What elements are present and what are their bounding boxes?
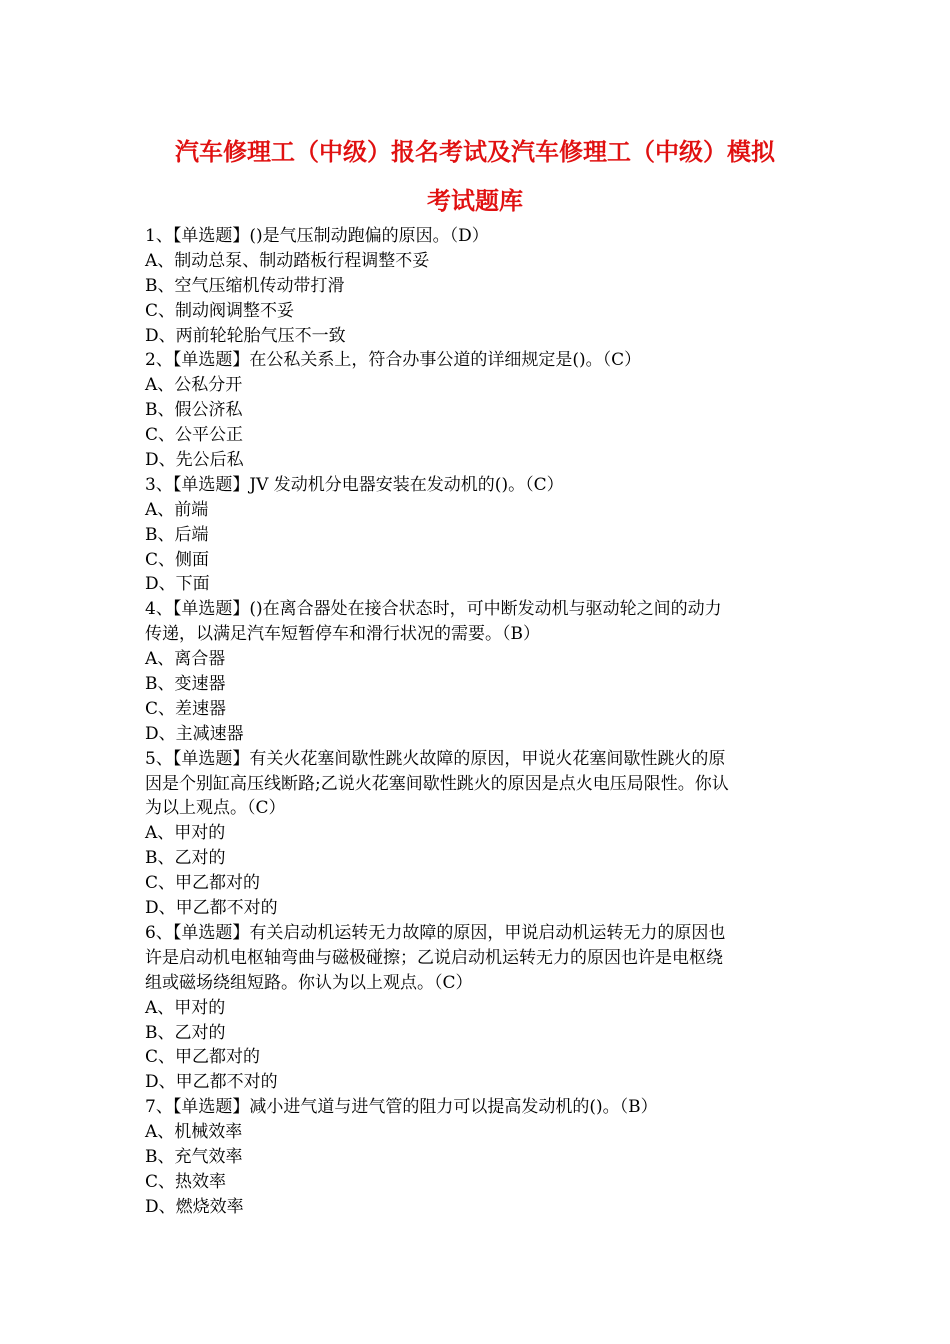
text-line: D、甲乙都不对的	[145, 898, 278, 919]
text-line: A、制动总泵、制动踏板行程调整不妥	[145, 250, 430, 271]
text-line: D、甲乙都不对的	[145, 1072, 278, 1093]
text-line: A、甲对的	[145, 997, 226, 1018]
text-line: B、充气效率	[145, 1146, 243, 1167]
text-line: B、后端	[145, 524, 209, 545]
text-line: B、乙对的	[145, 848, 226, 869]
text-line: C、制动阀调整不妥	[145, 300, 295, 321]
text-line: C、公平公正	[145, 425, 244, 446]
text-line: B、变速器	[145, 674, 226, 695]
text-line: 5、【单选题】有关火花塞间歇性跳火故障的原因，甲说火花塞间歇性跳火的原	[145, 748, 726, 769]
text-line: A、离合器	[145, 649, 226, 670]
text-line: 2、【单选题】在公私关系上，符合办事公道的详细规定是()。（C）	[145, 350, 642, 371]
document-title-line-2: 考试题库	[427, 187, 523, 215]
question-list	[145, 224, 810, 1220]
text-line: D、主减速器	[145, 723, 244, 744]
text-line: A、机械效率	[145, 1122, 243, 1143]
text-line: B、空气压缩机传动带打滑	[145, 275, 345, 296]
text-line: D、两前轮轮胎气压不一致	[145, 325, 346, 346]
text-line: 3、【单选题】JV 发动机分电器安装在发动机的()。（C）	[145, 474, 564, 495]
text-line: C、热效率	[145, 1171, 227, 1192]
text-line: 7、【单选题】减小进气道与进气管的阻力可以提高发动机的()。（B）	[145, 1097, 658, 1118]
text-line: 为以上观点。（C）	[145, 798, 286, 819]
text-line: B、假公济私	[145, 400, 243, 421]
text-line: C、甲乙都对的	[145, 1047, 261, 1068]
text-line: 1、【单选题】()是气压制动跑偏的原因。（D）	[145, 226, 489, 246]
text-line: D、先公后私	[145, 450, 244, 471]
text-line: 6、【单选题】有关启动机运转无力故障的原因，甲说启动机运转无力的原因也	[145, 922, 726, 943]
text-line: D、燃烧效率	[145, 1196, 244, 1217]
text-line: 4、【单选题】()在离合器处在接合状态时，可中断发动机与驱动轮之间的动力	[145, 599, 722, 620]
text-line: A、甲对的	[145, 823, 226, 844]
text-line: A、前端	[145, 499, 209, 520]
text-line: 许是启动机电枢轴弯曲与磁极碰擦；乙说启动机运转无力的原因也许是电枢绕	[145, 947, 723, 968]
text-line: 组或磁场绕组短路。你认为以上观点。（C）	[145, 972, 473, 993]
document-title-line-1: 汽车修理工（中级）报名考试及汽车修理工（中级）模拟	[175, 138, 775, 166]
text-line: C、侧面	[145, 549, 210, 570]
text-line: C、甲乙都对的	[145, 873, 261, 894]
text-line: C、差速器	[145, 698, 227, 719]
text-line: 因是个别缸高压线断路;乙说火花塞间歇性跳火的原因是点火电压局限性。你认	[145, 773, 729, 794]
text-line: D、下面	[145, 574, 210, 595]
text-line: 传递，以满足汽车短暂停车和滑行状况的需要。（B）	[145, 624, 540, 645]
text-line: B、乙对的	[145, 1022, 226, 1043]
text-line: A、公私分开	[145, 375, 243, 396]
